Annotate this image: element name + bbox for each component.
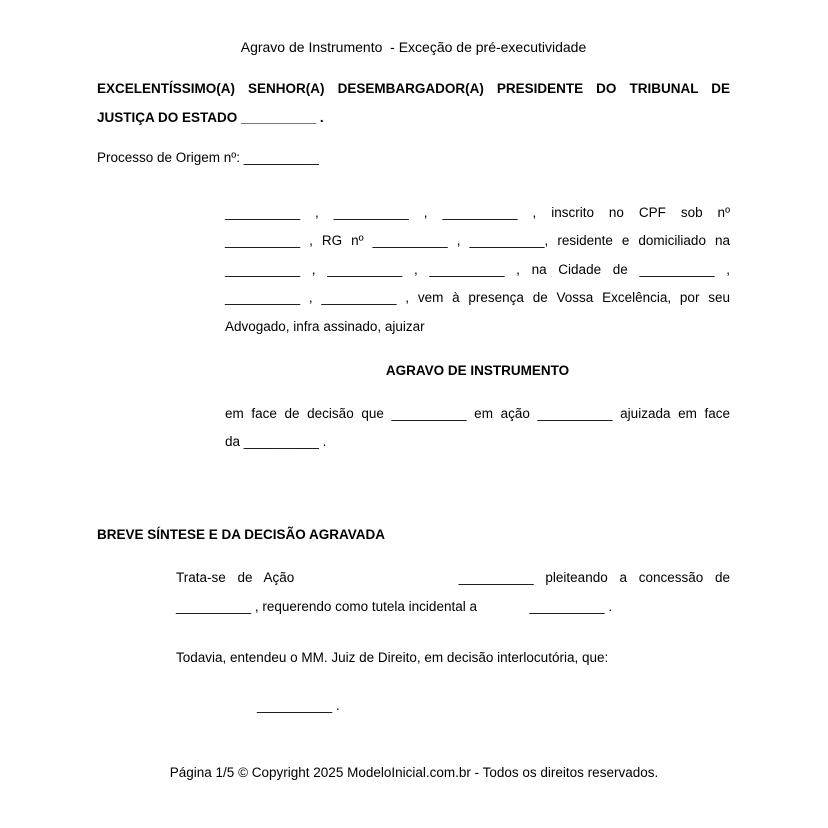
party-qualification-paragraph (225, 199, 730, 342)
breve-sintese-heading: BREVE SÍNTESE E DA DECISÃO AGRAVADA (97, 526, 386, 542)
agravo-heading: AGRAVO DE INSTRUMENTO (385, 363, 570, 378)
decision-line: em face de decisão que __________ em ação __________ ajuizada em face (225, 405, 730, 421)
party-line: Advogado, infra assinado, ajuizar (225, 318, 425, 334)
page-footer: Página 1/5 © Copyright 2025 ModeloInicial.com.br - Todos os direitos reservados. (169, 765, 659, 780)
addressee-line: EXCELENTÍSSIMO(A) SENHOR(A) DESEMBARGADOR(A) PRESIDENTE DO TRIBUNAL DE (97, 81, 730, 96)
decision-paragraph (225, 400, 730, 457)
party-line: __________ , __________ , __________ , inscrito no CPF sob nº (225, 204, 730, 220)
party-line: __________ , __________ , __________ , na Cidade de __________ , (225, 261, 730, 277)
addressee-line: JUSTIÇA DO ESTADO __________ . (97, 109, 324, 125)
trata-se-paragraph (176, 564, 730, 621)
document-title: Agravo de Instrumento - Exceção de pré-executividade (240, 39, 587, 55)
todavia-paragraph: Todavia, entendeu o MM. Juiz de Direito, em decisão interlocutória, que: (176, 650, 609, 665)
addressee-heading (97, 75, 730, 132)
trata-line: __________ , requerendo como tutela incidental a __________ . (176, 598, 613, 614)
decision-line: da __________ . (225, 434, 327, 449)
process-number-line: Processo de Origem nº: __________ (97, 150, 319, 165)
blank-field-line: __________ . (257, 697, 340, 713)
party-line: __________ , __________ , vem à presença de Vossa Excelência, por seu (225, 290, 730, 305)
party-line: __________ , RG nº __________ , __________, residente e domiciliado na (225, 233, 730, 248)
trata-line: Trata-se de Ação __________ pleiteando a concessão de (176, 570, 730, 585)
